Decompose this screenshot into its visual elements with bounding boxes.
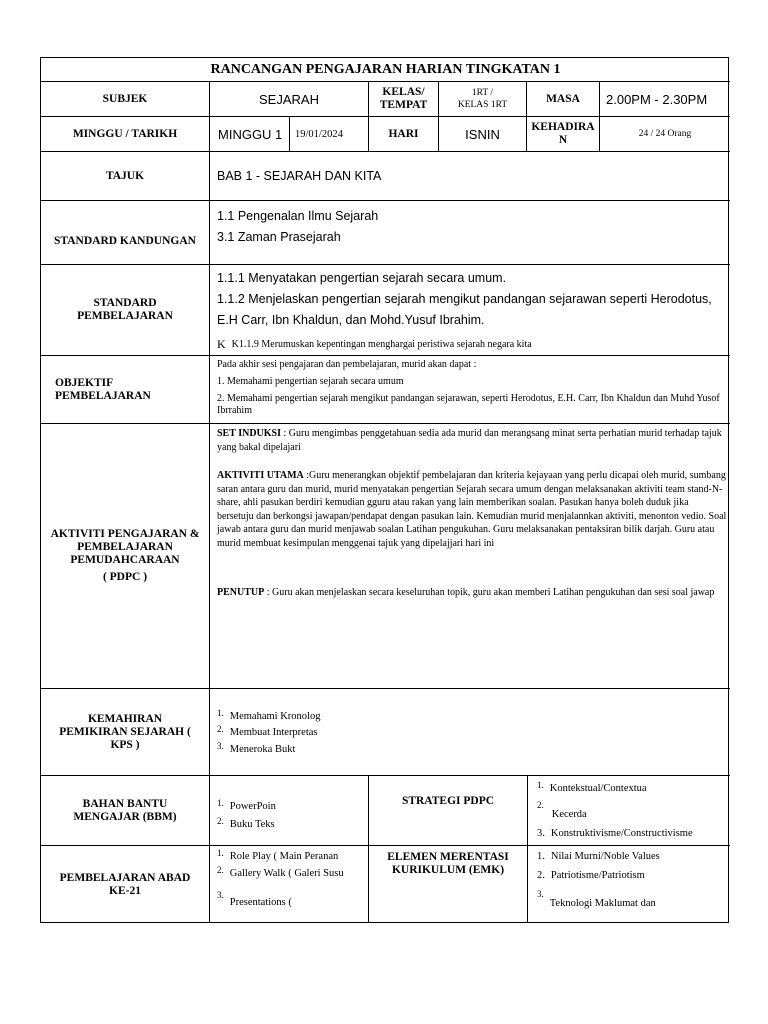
emk-item-text: Nilai Murni/Noble Values [550, 851, 660, 862]
strategi-item: 1. Kontekstual/Contextua [537, 780, 647, 794]
k-marker: K [217, 336, 226, 351]
objektif-content [217, 359, 725, 422]
minggu-value: MINGGU 1 [218, 126, 283, 142]
standard-pembelajaran-label: STANDARD PEMBELAJARAN [77, 297, 173, 322]
rph-table [40, 57, 729, 923]
standard-kandungan-list [217, 206, 722, 262]
objektif-label [41, 356, 209, 423]
page-title: RANCANGAN PENGAJARAN HARIAN TINGKATAN 1 [210, 62, 561, 77]
aktiviti-utama-heading: AKTIVITI UTAMA [217, 470, 304, 481]
objektif-intro: Pada akhir sesi pengajaran dan pembelajaran, murid akan dapat : [217, 359, 477, 370]
hari-value: ISNIN [465, 126, 500, 142]
strategi-item-text: Kontekstual/Contextua [549, 783, 647, 794]
emk-item: 1. Nilai Murni/Noble Values [537, 851, 660, 862]
kelas-value [439, 82, 526, 116]
strategi-item: 2.Kecerda [537, 800, 587, 820]
penutup-heading: PENUTUP [217, 587, 265, 598]
aktiviti-content [217, 427, 727, 685]
col-divider [289, 116, 290, 151]
kehadiran-value: 24 / 24 Orang [638, 129, 692, 139]
aktiviti-label-line: AKTIVITI PENGAJARAN & [50, 528, 200, 540]
bbm-item-text: Buku Teks [229, 819, 275, 830]
subjek-value: SEJARAH [259, 91, 319, 107]
hari-label: HARI [388, 127, 419, 140]
standard-pembelajaran-item: 1.1.2 Menjelaskan pengertian sejarah mengikut pandangan sejarawan seperti Herodotus, E.H Carr, Ibn Khaldun, dan Mohd.Yusuf Ibrahim. [217, 292, 712, 327]
bbm-item: 2. Buku Teks [217, 816, 275, 830]
emk-item: 3.Teknologi Maklumat dan [537, 889, 656, 909]
tajuk-value: BAB 1 - SEJARAH DAN KITA [217, 169, 382, 183]
emk-item-text: Teknologi Maklumat dan [549, 898, 656, 909]
subjek-label: SUBJEK [102, 92, 148, 105]
kps-item: 3. Meneroka Bukt [217, 741, 296, 755]
tajuk-label: TAJUK [105, 169, 145, 182]
standard-kandungan-label: STANDARD KANDUNGAN [54, 235, 196, 247]
bbm-item: 1. PowerPoin [217, 798, 276, 812]
abad21-item-text: Gallery Walk ( Galeri Susu [229, 868, 344, 879]
kelas-value-line2: KELAS 1RT [457, 100, 508, 110]
bbm-item-text: PowerPoin [229, 801, 276, 812]
kps-label: KEMAHIRAN PEMIKIRAN SEJARAH ( KPS ) [59, 712, 191, 751]
set-induksi-text: : Guru mengimbas penggetahuan sedia ada murid dan merangsang minat serta perhatian murid terhadap tajuk yang bakal dipelajari [217, 428, 722, 453]
kps-item-text: Memahami Kronolog [229, 711, 321, 722]
objektif-item: 1. Memahami pengertian sejarah secara umum [217, 376, 404, 387]
standard-kandungan-item: 3.1 Zaman Prasejarah [217, 230, 341, 244]
set-induksi [217, 427, 727, 454]
tarikh-value: 19/01/2024 [295, 128, 343, 140]
standard-pembelajaran-item: 1.1.1 Menyatakan pengertian sejarah secara umum. [217, 271, 507, 285]
aktiviti-label [41, 424, 209, 688]
kehadiran-label: KEHADIRAN [531, 121, 595, 146]
kelas-label: KELAS/ TEMPAT [379, 86, 428, 111]
abad21-item-text: Role Play ( Main Peranan [229, 851, 339, 862]
kps-item: 1. Memahami Kronolog [217, 708, 321, 722]
abad21-label: PEMBELAJARAN ABAD KE-21 [59, 871, 191, 897]
col-divider [209, 81, 210, 923]
kelas-value-line1: 1RT / [471, 88, 494, 98]
standard-pembelajaran-item-k [217, 334, 727, 354]
penutup [217, 586, 727, 600]
penutup-text: : Guru akan menjelaskan secara keseluruhan topik, guru akan memberi Latihan pengukuhan dan sesi soal jawap [264, 587, 715, 598]
aktiviti-label-line: PEMBELAJARAN [77, 541, 173, 553]
abad21-item: 3.Presentations ( [217, 890, 292, 908]
col-divider [527, 775, 528, 923]
strategi-label: STRATEGI PDPC [401, 794, 495, 807]
emk-label: ELEMEN MERENTASI KURIKULUM (EMK) [387, 851, 509, 876]
bbm-label: BAHAN BANTU MENGAJAR (BBM) [73, 797, 177, 823]
strategi-item: 3. Konstruktivisme/Constructivisme [537, 828, 693, 839]
aktiviti-utama-text: :Guru menerangkan objektif pembelajaran dan kriteria kejayaan yang perlu dicapai oleh murid, sumbang saran antara guru dan murid, murid menyatakan pengertian Sejarah secara umum dengan melaksanakan aktiviti team stand-N-share, ahli pasukan berdiri kemudian gguru atau rakan yang lain memberikan soalan. Pasukan hanya boleh duduk jika bersetuju dan berkongsi jawapan/pendapat dengan pasukan lain. Kemudian murid menjalannkan aktiviti, menonton vedio. Soal jawab antara guru dan murid menjawab soalan Latihan pengukuhan. Guru melaksanakan pentaksiran bilik darjah. Guru atau murid membuat kesimpulan menggenai tajuk yang dipelajjari hari ini [217, 470, 727, 549]
aktiviti-label-line: ( PDPC ) [102, 571, 148, 583]
k-item-text: K1.1.9 Merumuskan kepentingan menghargai peristiwa sejarah negara kita [231, 338, 532, 350]
kps-item-text: Membuat Interpretas [229, 727, 318, 738]
objektif-item: 2. Memahami pengertian sejarah mengikut pandangan sejarawan, seperti Herodotus, E.H. Carr, Ibn Khaldun dan Muhd Yusof Ibrrahim [217, 393, 720, 416]
masa-value: 2.00PM - 2.30PM [606, 91, 708, 107]
aktiviti-utama [217, 469, 727, 550]
abad21-item: 1. Role Play ( Main Peranan [217, 848, 339, 862]
set-induksi-heading: SET INDUKSI [217, 428, 282, 439]
strategi-item-text: Kecerda [551, 809, 587, 820]
abad21-item-text: Presentations ( [229, 897, 292, 908]
standard-pembelajaran-list [217, 268, 727, 334]
objektif-label-text: OBJEKTIF PEMBELAJARAN [55, 376, 151, 402]
emk-item-text: Patriotisme/Patriotism [550, 870, 645, 881]
emk-item: 2. Patriotisme/Patriotism [537, 870, 645, 881]
masa-label: MASA [546, 92, 580, 105]
minggu-label: MINGGU / TARIKH [72, 127, 178, 140]
abad21-item: 2. Gallery Walk ( Galeri Susu [217, 865, 344, 879]
standard-kandungan-item: 1.1 Pengenalan Ilmu Sejarah [217, 209, 379, 223]
strategi-item-text: Konstruktivisme/Constructivisme [550, 828, 693, 839]
kps-item: 2. Membuat Interpretas [217, 724, 318, 738]
kps-item-text: Meneroka Bukt [229, 744, 296, 755]
aktiviti-label-line: PEMUDAHCARAAN [70, 554, 180, 566]
